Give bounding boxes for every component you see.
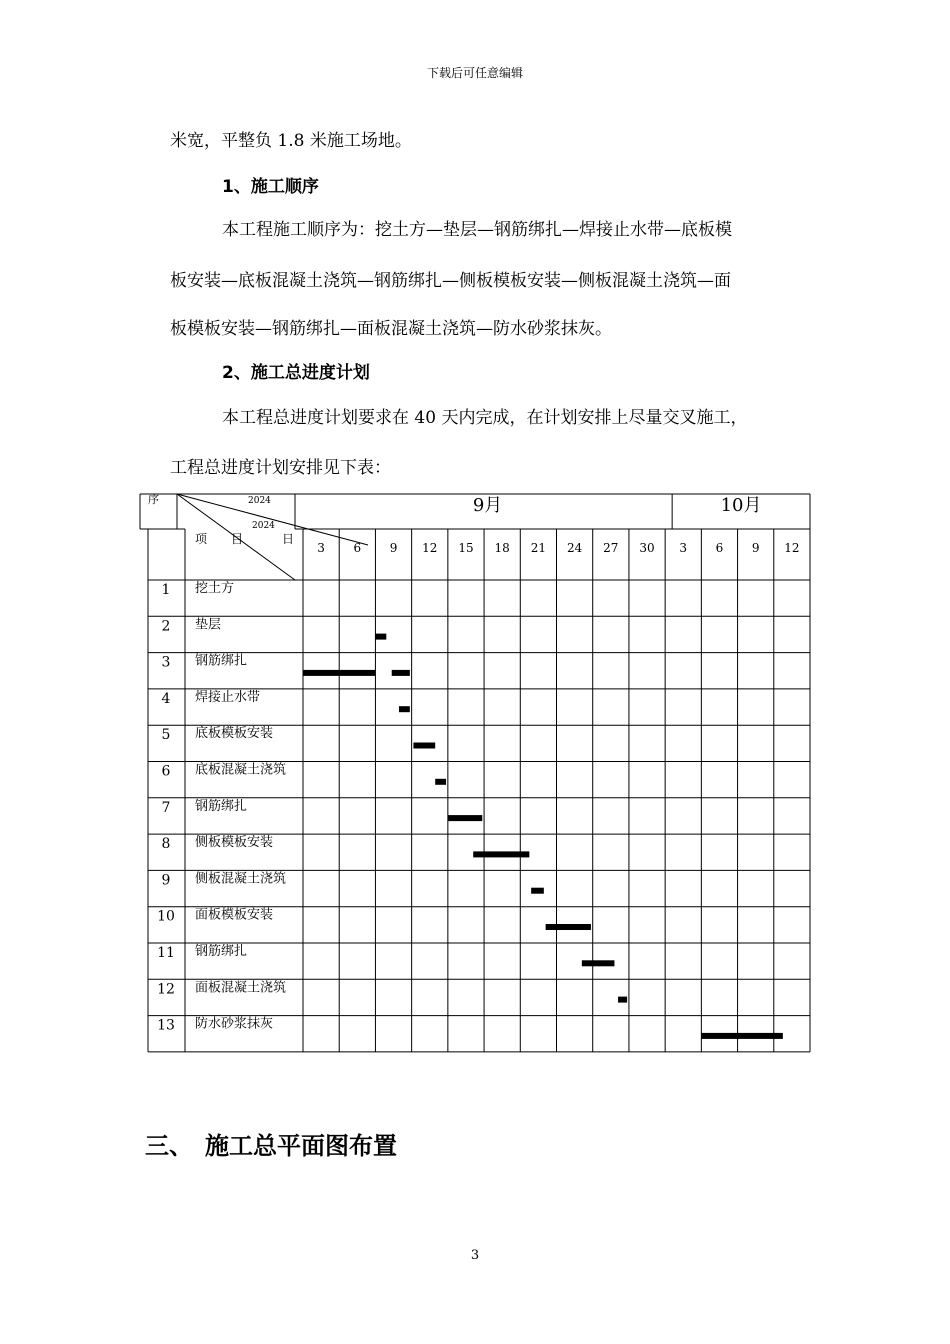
month-label: 9月 (472, 495, 503, 516)
day-label: 15 (458, 541, 474, 555)
paragraph-line: 本工程施工顺序为：挖土方—垫层—钢筋绑扎—焊接止水带—底板模 (222, 220, 732, 240)
schedule-bar (618, 997, 627, 1003)
schedule-bar (531, 888, 544, 894)
header-day-label: 日 (282, 532, 295, 546)
row-item-name: 侧板混凝土浇筑 (195, 871, 287, 887)
month-label: 10月 (720, 495, 762, 516)
row-item-name: 面板模板安装 (195, 907, 274, 923)
row-number: 9 (161, 872, 171, 889)
row-item-name: 侧板模板安装 (195, 835, 274, 851)
day-label: 12 (422, 541, 438, 555)
day-label: 9 (389, 541, 398, 555)
row-number: 10 (157, 908, 175, 925)
row-number: 1 (161, 582, 171, 598)
day-label: 3 (317, 541, 325, 555)
day-label: 30 (639, 541, 655, 555)
header-item-label: 项 目 (195, 532, 244, 546)
paragraph-line: 米宽，平整负 1.8 米施工场地。 (170, 131, 412, 151)
row-number: 12 (157, 981, 175, 998)
day-label: 3 (679, 541, 688, 555)
row-item-name: 挖土方 (195, 581, 235, 596)
row-number: 3 (161, 654, 171, 671)
day-label: 18 (494, 541, 510, 555)
row-item-name: 钢筋绑扎 (195, 944, 248, 959)
schedule-bar (413, 743, 435, 749)
schedule-bar (303, 670, 375, 676)
row-item-name: 焊接止水带 (195, 689, 261, 705)
day-label: 6 (715, 541, 724, 555)
row-item-name: 防水砂浆抹灰 (195, 1016, 274, 1032)
header-seq-label: 序 (148, 493, 159, 506)
row-number: 7 (161, 799, 171, 816)
row-number: 11 (157, 945, 175, 961)
day-label: 9 (751, 541, 760, 555)
schedule-bar (399, 706, 410, 712)
page-header-note: 下载后可任意编辑 (426, 66, 523, 80)
day-label: 21 (530, 541, 547, 555)
row-number: 5 (161, 727, 171, 744)
paragraph-line: 板安装—底板混凝土浇筑—钢筋绑扎—侧板模板安装—侧板混凝土浇筑—面 (170, 271, 731, 291)
schedule-bar (701, 1033, 782, 1039)
page-number: 3 (470, 1248, 480, 1263)
schedule-bar (582, 960, 615, 966)
row-item-name: 钢筋绑扎 (195, 798, 248, 814)
day-label: 27 (603, 541, 619, 555)
row-item-name: 面板混凝土浇筑 (195, 980, 287, 996)
day-label: 12 (784, 541, 800, 555)
row-item-name: 底板混凝土浇筑 (195, 762, 287, 778)
day-label: 24 (566, 541, 583, 555)
row-item-name: 钢筋绑扎 (195, 653, 248, 669)
header-year-label: 2024 (252, 521, 275, 531)
row-item-name: 垫层 (195, 617, 222, 633)
schedule-bar (392, 670, 410, 676)
row-number: 2 (161, 618, 171, 635)
heading-master-schedule: 2、施工总进度计划 (222, 363, 370, 383)
paragraph-line: 本工程总进度计划要求在 40 天内完成，在计划安排上尽量交叉施工， (222, 408, 748, 428)
section-title: 三、 施工总平面图布置 (145, 1132, 397, 1160)
schedule-bar (546, 924, 591, 930)
heading-construction-order: 1、施工顺序 (222, 177, 319, 197)
paragraph-line: 板模板安装—钢筋绑扎—面板混凝土浇筑—防水砂浆抹灰。 (170, 319, 612, 339)
row-number: 6 (161, 763, 171, 780)
schedule-bar (473, 851, 529, 857)
schedule-bar (375, 634, 386, 640)
paragraph-line: 工程总进度计划安排见下表： (170, 458, 391, 478)
row-number: 4 (161, 690, 171, 707)
row-number: 13 (157, 1017, 175, 1034)
schedule-bar (448, 815, 482, 821)
schedule-bar (435, 779, 446, 785)
day-label: 6 (353, 541, 362, 555)
row-number: 8 (161, 836, 171, 853)
header-year-label: 2024 (248, 496, 271, 506)
row-item-name: 底板模板安装 (195, 726, 274, 742)
